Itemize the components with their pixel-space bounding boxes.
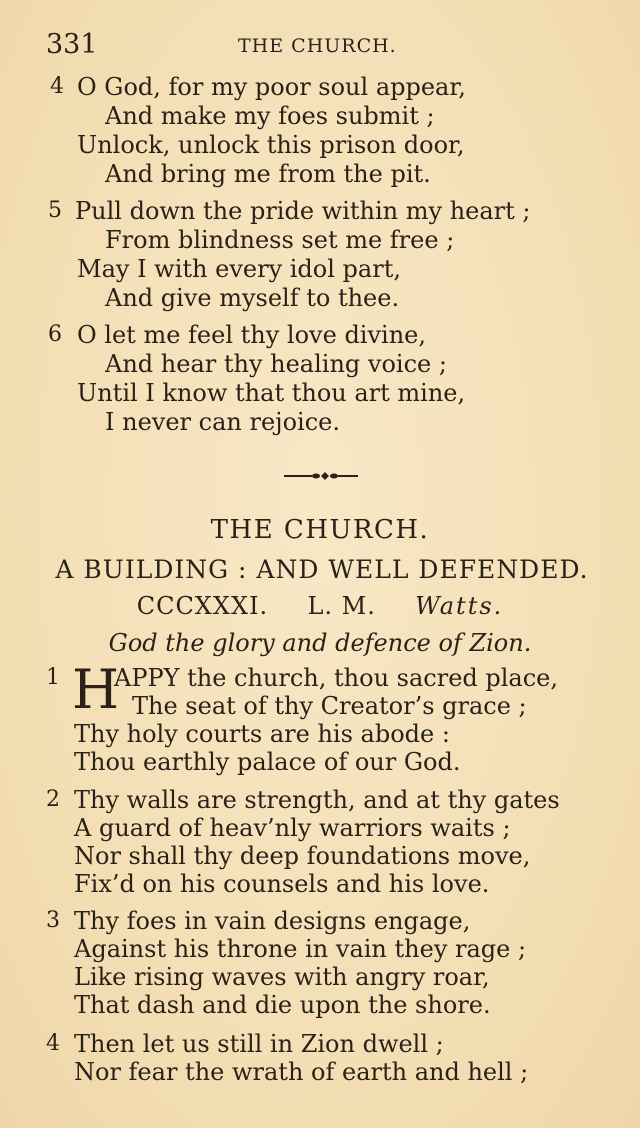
verse-line: Nor shall thy deep foundations move, (74, 842, 531, 870)
verse-line: The seat of thy Creator’s grace ; (132, 692, 527, 720)
verse-line: And bring me from the pit. (105, 160, 431, 188)
verse-line: Like rising waves with angry roar, (74, 963, 490, 991)
hymn-title: God the glory and defence of Zion. (108, 629, 532, 657)
running-head: THE CHURCH. (238, 35, 397, 57)
verse-line: Against his throne in vain they rage ; (74, 935, 527, 963)
verse-line: Unlock, unlock this prison door, (77, 131, 465, 159)
section-title: THE CHURCH. (210, 515, 430, 545)
verse-line: Pull down the pride within my heart ; (75, 197, 531, 225)
stanza-number: 4 (50, 74, 64, 99)
hymn-meter: L. M. (307, 592, 376, 620)
verse-line: Thy holy courts are his abode : (74, 720, 450, 748)
verse-line: APPY the church, thou sacred place, (114, 664, 559, 692)
verse-line: From blindness set me free ; (105, 226, 455, 254)
stanza-number: 4 (46, 1031, 60, 1056)
verse-line: And make my foes submit ; (105, 102, 435, 130)
verse-line: That dash and die upon the shore. (74, 991, 491, 1019)
verse-line: May I with every idol part, (77, 255, 401, 283)
ornament-divider (282, 470, 360, 482)
verse-line: And give myself to thee. (105, 284, 400, 312)
verse-line: A guard of heav’nly warriors waits ; (74, 814, 511, 842)
verse-line: Thou earthly palace of our God. (74, 748, 461, 776)
page-header (46, 28, 600, 62)
verse-line: Nor fear the wrath of earth and hell ; (74, 1058, 529, 1086)
verse-line: And hear thy healing voice ; (105, 350, 447, 378)
verse-line: I never can rejoice. (105, 408, 340, 436)
stanza-number: 6 (48, 322, 62, 347)
page-number: 331 (46, 29, 98, 60)
stanza-number: 1 (46, 665, 60, 690)
section-subtitle: A BUILDING : AND WELL DEFENDED. (55, 555, 589, 584)
verse-line: Then let us still in Zion dwell ; (74, 1030, 444, 1058)
verse-line: O God, for my poor soul appear, (77, 73, 466, 101)
verse-line: Until I know that thou art mine, (77, 379, 466, 407)
hymn-number: CCCXXXI. (136, 592, 269, 620)
hymn-author: Watts. (415, 592, 504, 620)
stanza-number: 3 (46, 908, 60, 933)
verse-line: O let me feel thy love divine, (77, 321, 427, 349)
hymn-heading (0, 590, 640, 622)
verse-line: Thy foes in vain designs engage, (74, 907, 471, 935)
drop-cap: H (72, 658, 120, 721)
stanza-number: 5 (48, 198, 62, 223)
verse-line: Fix’d on his counsels and his love. (74, 870, 490, 898)
stanza-number: 2 (46, 787, 60, 812)
verse-line: Thy walls are strength, and at thy gates (74, 786, 560, 814)
